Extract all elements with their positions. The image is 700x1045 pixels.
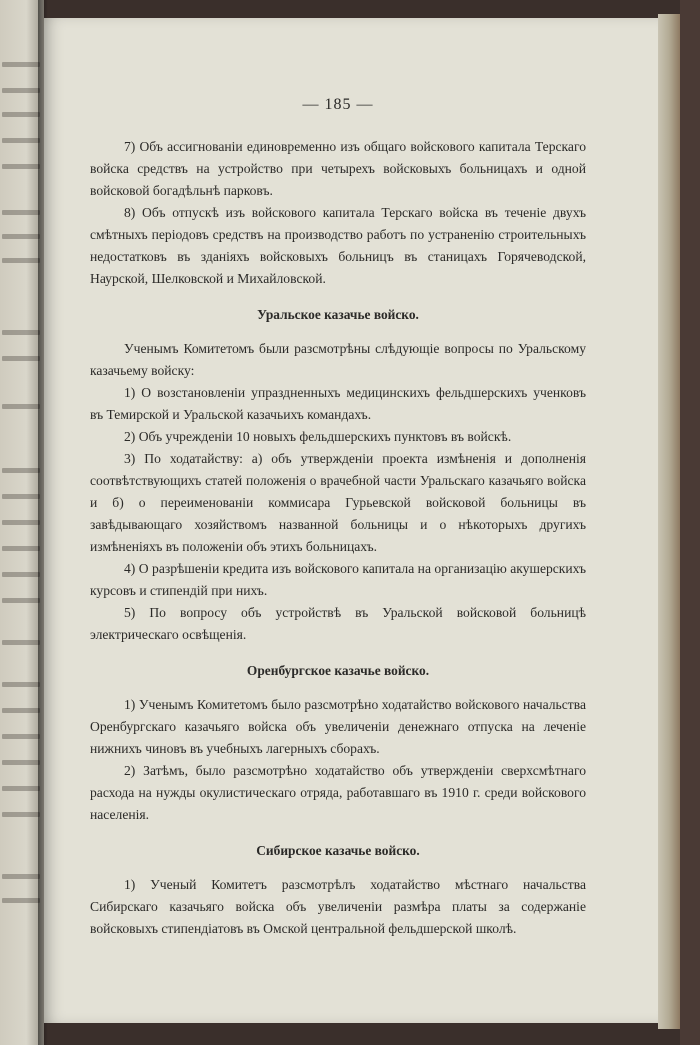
page-number: — 185 — xyxy=(302,96,374,113)
paragraph: 2) Объ учрежденiи 10 новыхъ фельдшерскихъ пунктовъ въ войскѣ. xyxy=(124,429,512,444)
page-stack-edge xyxy=(658,14,680,1029)
section-orenburg xyxy=(90,660,586,826)
paragraph: 5) По вопросу объ устройствѣ въ Уральской войсковой больницѣ электрическаго освѣщенiя. xyxy=(90,605,586,642)
paragraph: 2) Затѣмъ, было разсмотрѣно ходатайство объ утвержденiи сверхсмѣтнаго расхода на нужды окулистическаго отряда, работавшаго въ 1910 г. среди войскового населенiя. xyxy=(90,763,586,822)
section-heading: Сибирское казачье войско. xyxy=(256,843,420,858)
book-cover xyxy=(680,0,700,1045)
section-heading: Уральское казачье войско. xyxy=(257,307,419,322)
paragraph: 1) Ученымъ Комитетомъ было разсмотрѣно ходатайство войскового начальства Оренбургскаго казачьяго войска объ увеличенiи денежнаго отпуска на леченiе нижнихъ чиновъ въ учебныхъ лагерныхъ сборахъ. xyxy=(90,697,586,756)
paragraph: 7) Объ ассигнованiи единовременно изъ общаго войскового капитала Терскаго войска средствъ на устройство при четырехъ войсковыхъ больницахъ и одной войсковой богадѣльнѣ парковъ. xyxy=(90,139,586,198)
section-tersk xyxy=(90,136,586,290)
section-ural xyxy=(90,304,586,646)
book-page xyxy=(44,18,658,1023)
paragraph: 4) О разрѣшенiи кредита изъ войскового капитала на организацiю акушерскихъ курсовъ и стипендiй при нихъ. xyxy=(90,561,586,598)
paragraph: 1) О возстановленiи упраздненныхъ медицинскихъ фельдшерскихъ ученковъ въ Темирской и Уральской казачьихъ командахъ. xyxy=(90,385,586,422)
section-siberia xyxy=(90,840,586,940)
section-heading: Оренбургское казачье войско. xyxy=(246,663,430,678)
paragraph: 3) По ходатайству: а) объ утвержденiи проекта измѣненiя и дополненiя соотвѣтствующихъ статей положенiя о врачебной части Уральскаго казачьяго войска и б) о переименованiи коммисара Гурьевской войсковой больницы въ завѣдывающаго хозяйствомъ названной больницы и о нѣкоторыхъ другихъ измѣненiяхъ въ положенiи объ этихъ больницахъ. xyxy=(90,451,586,554)
paragraph: 8) Объ отпускѣ изъ войскового капитала Терскаго войска въ теченiе двухъ смѣтныхъ перiодовъ средствъ на производство работъ по устраненiю строительныхъ недостатковъ въ зданiяхъ войсковыхъ больницъ въ станицахъ Горячеводской, Наурской, Шелковской и Михайловской. xyxy=(90,205,586,286)
paragraph: Ученымъ Комитетомъ были разсмотрѣны слѣдующiе вопросы по Уральскому казачьему войску: xyxy=(90,341,586,378)
paragraph: 1) Ученый Комитетъ разсмотрѣлъ ходатайство мѣстнаго начальства Сибирскаго казачьяго войска объ увеличенiи размѣра платы за содержанiе войсковыхъ стипендiатовъ въ Омской центральной фельдшерской школѣ. xyxy=(90,877,586,936)
page-content xyxy=(90,94,586,940)
